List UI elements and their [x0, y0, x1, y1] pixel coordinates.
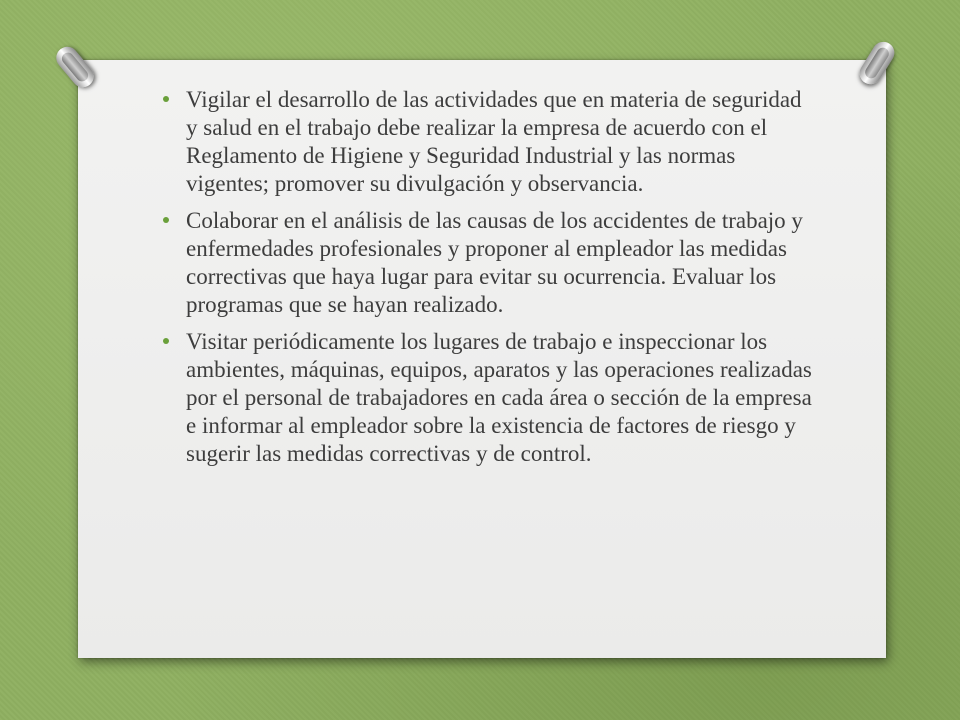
bullet-dot-icon [163, 96, 169, 102]
bullet-dot-icon [163, 217, 169, 223]
bullet-text: Vigilar el desarrollo de las actividades que en materia de seguridad y salud en el trabajo debe realizar la empresa de acuerdo con el Reglamento de Higiene y Seguridad Industrial y las normas vigentes; promover su divulgación y observancia. [186, 87, 802, 196]
bullet-dot-icon [163, 338, 169, 344]
bullet-item [153, 86, 813, 198]
bullet-item [153, 328, 813, 468]
bullet-item [153, 207, 813, 319]
bullet-list [153, 86, 813, 477]
bullet-text: Colaborar en el análisis de las causas de los accidentes de trabajo y enfermedades profesionales y proponer al empleador las medidas correctivas que haya lugar para evitar su ocurrencia. Evaluar los programas que se hayan realizado. [186, 208, 803, 317]
bullet-text: Visitar periódicamente los lugares de trabajo e inspeccionar los ambientes, máquinas, equipos, aparatos y las operaciones realizadas por el personal de trabajadores en cada área o sección de la empresa e informar al empleador sobre la existencia de factores de riesgo y sugerir las medidas correctivas y de control. [186, 329, 812, 466]
